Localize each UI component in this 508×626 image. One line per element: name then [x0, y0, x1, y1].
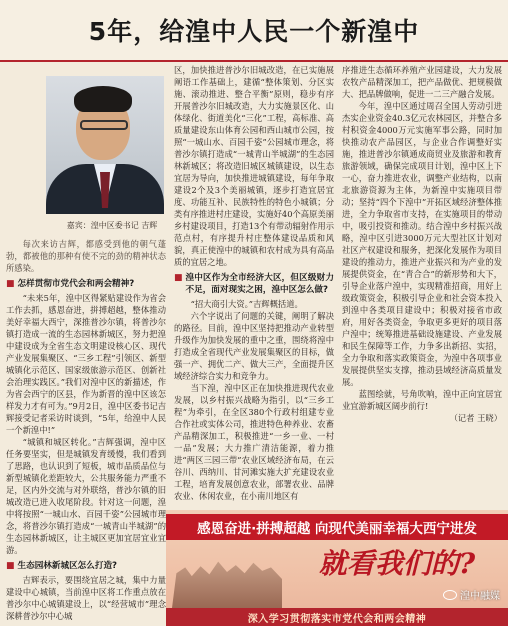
banner-slogan: 感恩奋进·拼搏超越 向现代美丽幸福大西宁进发: [166, 514, 508, 540]
article-lead: 每次来访吉辉，都感受到他的朝气蓬勃，都被他的那种有使不完的劲的精神状态所感染。: [6, 239, 166, 273]
paragraph: 当下湟，湟中区正在加快推进现代农业发展，以乡村振兴战略为指引，以“三乡工程”为牵引，在全区380个行政村组建专业合作社或实体公司，推进特色种养业、农畜产品精深加工，积极推进“一乡一业、一村一品”发展；大力推广清洁能源，着力推进“两区三园三带”农业区域经济布局，在云谷川、西纳川、甘河滩实施大扩充建设农业工程，培育发展创意农业，部署农业、品牌农业、休闲农业，在小南川地区有: [174, 383, 334, 501]
photo-caption: 嘉宾：湟中区委书记 吉辉: [66, 221, 158, 230]
paragraph: “未来5年，湟中区得紧贴建设作为省会工作去抓，感恩奋进，拼搏超越，整体推动美好幸福大西宁，深推普沙尔镇，将普沙尔镇打造成一流的生态园林新城区，努力把湟中建设成为全省生态文明建设核心区、现代产业发展集聚区、“三乡工程”引领区、新型城镇化示范区、国家级旅游示范区、创新社会治理实践区。”我们对湟中区的新描述，作为省会西宁的区县，作为新晋的湟中区该怎样发力才有可为。”9月2日，湟中区委书记吉辉接受记者采访时谈到，“5年，给湟中人民一个新湟中!”: [6, 293, 166, 435]
campaign-banner: [166, 510, 508, 626]
article-column-1: [6, 238, 166, 626]
author-credit: （记者 王晓）: [449, 413, 502, 423]
crowd-illustration: [172, 550, 282, 608]
paragraph: “城镇和城区转化。”吉辉强调，湟中区任务要坚实，但是城镇发育缓慢，我们看到了思路，也认识到了短板，城市品质品位与新型城镇化差距较大，公共服务能力严重不足，区内外交流与对外联络，普沙尔镇的旧城改造已进入收尾阶段。针对这一问题，湟中将按照“一城山水、百园千姿”公园城市理念，将普沙尔镇打造成“一城青山半城湖”的生态园林新城区，让主城区更加宜居宜业宜游。: [6, 437, 166, 555]
subheading-q1: ■ 怎样贯彻市党代会和两会精神?: [6, 279, 135, 289]
portrait-photo: [46, 76, 164, 214]
paragraph: 六个字说出了问题的关键，阐明了解决的路径。目前，湟中区坚持把推动产业转型升级作为加快发展的重中之重，围绕将湟中打造成全省现代产业发展集聚区的目标，做强一产、拥优二产、做大三产，全面提升区域经济综合实力和竞争力。: [174, 311, 334, 381]
watermark: 湟中融媒: [443, 587, 500, 602]
paragraph: 今年，湟中区通过周召全国人劳动引进杰实企业资金40.3亿元农林园区，并整合多村积资金4000万元实施军事公路，同时加快推动农产品园区，与企业合作调整好实施，推进普沙尔镇通成商贸业及旅游和教育旅游领域，确保完成项目计划，湟中区上下一心，奋力推进农业，调整产业结构，以南北旅游资源为主体，为新湟中实施项目带动；坚持“四个下湟中”开拓区域经济整体推进，全力争取省市支持，在实施项目的带动中，吸引投资和推动。结合湟中乡村振兴战略，湟中区引进3000万元大型社区计划对社区产权建设和服务，把深化发展作为项目建设的推动力，推进产业振兴和为产业的发展提供资金，在“青合合”的新形势和大下，引导企业落户湟中，实现精准招商，用好上级政策资金，积极引导企业和社会资本投入到湟中各类项目建设中；积极对接省市政府，用好各类资金，争取更多更好的项目落户湟中；统筹推进基础设施建设、产业发展和民生保障等工作，力争多出新招、实招，全力争取和落实政策资金，为湟中各项事业发展提供坚实支撑，推动县域经济高质量发展。: [342, 101, 502, 387]
subheading-q3: ■ 湟中区作为全市经济大区，但区级财力不足，面对现实之困，湟中区怎么做?: [174, 273, 334, 295]
paragraph: 区，加快推进普沙尔旧城改造，在已实施展阐语工作基础上，建循“整体策划、分区实施、滚动推进、整合平衡”原则，稳步有序开展普沙尔旧城改造，大力实施景区化、山体绿化、街道美化“三化”工程，高标准、高质量建设东山体育公园和西山城市公园，按照“一城山水、百园千姿”公园城市理念，将普沙尔镇打造成“一城青山半城湖”的生态园林新城区；将改造旧城区城镇建设，以生态宜居为导向，加快推进城镇建设，每年争取建设2个及3个美丽城镇，逐步打造宜居宜度、功能互补、民族特性的特色小城镇；分类有序推进村庄建设，实施好40个高原美丽乡村建设项目，打造13个有带动辐射作用示范点村，有序提升村庄整体建设品质和风貌，真正使湟中的城镇和农村成为具有高品质的宜居之地。: [174, 65, 334, 267]
banner-footer-text: 深入学习贯彻落实市党代会和两会精神: [166, 608, 508, 626]
paragraph: 吉辉表示，要围绕宜居之城，集中力量建设中心城镇，当前湟中区将工作重点放在普沙尔中心城镇建设上，以“经营城市”理念深耕普沙尔中心城: [6, 575, 166, 621]
subheading-q2: ■ 生态园林新城区怎么打造?: [6, 561, 118, 571]
headline-rule: [0, 60, 508, 62]
banner-calligraphy: 就看我们的?: [318, 547, 476, 580]
article-column-2: [174, 64, 334, 510]
wechat-icon: [443, 590, 457, 600]
paragraph: “招大商引大资。”吉辉概括道。: [190, 299, 303, 309]
paragraph: 序推进生态循环养殖产业园建设，大力发展农牧产品精深加工，把产品做优、把规模做大、把品牌做响，促进一二三产融合发展。: [342, 65, 502, 99]
paragraph: 蓝图绘就，号角吹响，湟中正向宜居宜业宜游新城区阔步前行!: [342, 389, 502, 411]
article-column-3: [342, 64, 502, 510]
article-headline: 5年，给湟中人民一个新湟中: [0, 0, 508, 60]
